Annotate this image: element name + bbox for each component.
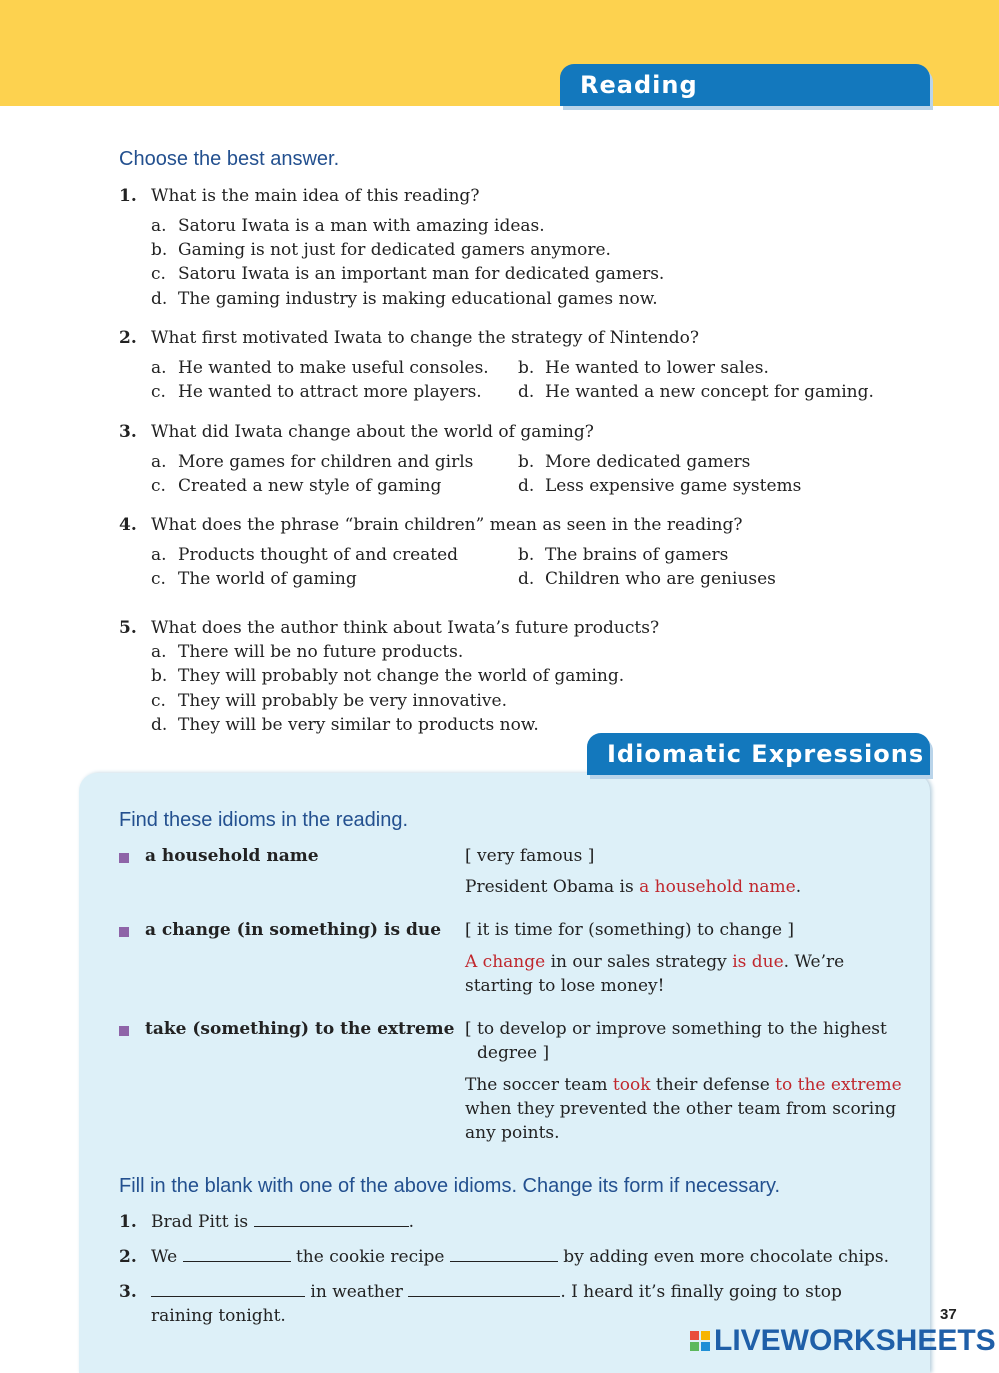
answer-option[interactable]: a. Satoru Iwata is a man with amazing ideas.: [151, 216, 545, 236]
square-bullet-icon: [119, 853, 129, 863]
fill-number: 1.: [119, 1212, 137, 1232]
fill-number: 3.: [119, 1282, 137, 1302]
idiomatic-expressions-tab: Idiomatic Expressions: [587, 733, 930, 775]
question-text: What does the author think about Iwata’s future products?: [151, 618, 660, 638]
question-number: 3.: [119, 422, 137, 442]
fill-number: 2.: [119, 1247, 137, 1267]
idiom-definition: [ it is time for (something) to change ]: [465, 920, 795, 940]
logo-grid-icon: [690, 1331, 710, 1351]
idiom-definition: [ to develop or improve something to the highest: [465, 1019, 887, 1039]
blank-input[interactable]: [183, 1247, 291, 1262]
answer-option[interactable]: c. He wanted to attract more players.: [151, 382, 482, 402]
idiom-example: President Obama is a household name.: [465, 877, 802, 897]
answer-option[interactable]: b. He wanted to lower sales.: [518, 358, 769, 378]
idiom-example: The soccer team took their defense to the extreme when they prevented the other team from scoring any points.: [465, 1075, 902, 1143]
answer-option[interactable]: a. There will be no future products.: [151, 642, 464, 662]
question-number: 1.: [119, 186, 137, 206]
answer-option[interactable]: d. He wanted a new concept for gaming.: [518, 382, 874, 402]
blank-input[interactable]: [450, 1247, 558, 1262]
question-number: 2.: [119, 328, 137, 348]
idiom-definition: degree ]: [477, 1043, 550, 1063]
answer-option[interactable]: c. Created a new style of gaming: [151, 476, 442, 496]
fill-sentence: Brad Pitt is .: [151, 1212, 414, 1232]
answer-option[interactable]: c. Satoru Iwata is an important man for dedicated gamers.: [151, 264, 665, 284]
answer-option[interactable]: a. More games for children and girls: [151, 452, 474, 472]
answer-option[interactable]: c. They will probably be very innovative.: [151, 691, 508, 711]
answer-option[interactable]: b. The brains of gamers: [518, 545, 729, 565]
blank-input[interactable]: [408, 1282, 560, 1297]
find-heading: Find these idioms in the reading.: [119, 809, 409, 831]
answer-option[interactable]: b. They will probably not change the world of gaming.: [151, 666, 625, 686]
idiom-term: a household name: [145, 846, 319, 866]
liveworksheets-logo[interactable]: [690, 1325, 996, 1357]
fill-sentence: We the cookie recipe by adding even more chocolate chips.: [151, 1247, 890, 1267]
answer-option[interactable]: a. Products thought of and created: [151, 545, 459, 565]
square-bullet-icon: [119, 927, 129, 937]
idiom-term: a change (in something) is due: [145, 920, 442, 940]
answer-option[interactable]: b. More dedicated gamers: [518, 452, 751, 472]
answer-option[interactable]: c. The world of gaming: [151, 569, 357, 589]
blank-input[interactable]: [254, 1212, 409, 1227]
answer-option[interactable]: d. The gaming industry is making educational games now.: [151, 289, 658, 309]
fill-sentence: in weather . I heard it’s finally going to stop: [151, 1282, 842, 1302]
answer-option[interactable]: d. Children who are geniuses: [518, 569, 776, 589]
question-number: 4.: [119, 515, 137, 535]
blank-input[interactable]: [151, 1282, 305, 1297]
question-number: 5.: [119, 618, 137, 638]
square-bullet-icon: [119, 1026, 129, 1036]
choose-heading: Choose the best answer.: [119, 148, 340, 170]
answer-option[interactable]: b. Gaming is not just for dedicated gamers anymore.: [151, 240, 611, 260]
question-text: What does the phrase “brain children” mean as seen in the reading?: [151, 515, 743, 535]
fill-sentence-continued: raining tonight.: [151, 1306, 286, 1326]
idiom-definition: [ very famous ]: [465, 846, 595, 866]
answer-option[interactable]: d. Less expensive game systems: [518, 476, 802, 496]
idiom-example: A change in our sales strategy is due. We’re starting to lose money!: [465, 952, 845, 996]
brand-text: LIVEWORKSHEETS: [714, 1324, 996, 1357]
question-text: What is the main idea of this reading?: [151, 186, 480, 206]
reading-comprehension-tab: Reading Comprehension: [560, 64, 930, 106]
idiom-term: take (something) to the extreme: [145, 1019, 455, 1039]
answer-option[interactable]: a. He wanted to make useful consoles.: [151, 358, 489, 378]
page-number: 37: [940, 1306, 957, 1323]
question-text: What first motivated Iwata to change the strategy of Nintendo?: [151, 328, 700, 348]
fill-heading: Fill in the blank with one of the above idioms. Change its form if necessary.: [119, 1175, 781, 1197]
question-text: What did Iwata change about the world of gaming?: [151, 422, 594, 442]
answer-option[interactable]: d. They will be very similar to products now.: [151, 715, 539, 735]
